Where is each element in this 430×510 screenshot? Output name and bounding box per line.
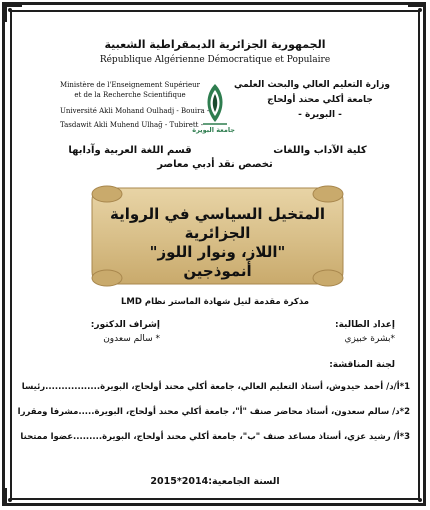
republic-french: République Algérienne Démocratique et Populaire: [99, 55, 331, 65]
city-ar-line: - البويرة -: [298, 110, 342, 120]
title-line3: أنموذجين: [183, 262, 252, 280]
corner-ornament: [406, 4, 426, 24]
committee-member: 2*د/ سالم سعدون، أستاذ محاضر صنف "أ"، جامعة أكلي محند أولحاج، البويرة.....مشرفا ومقررا: [17, 407, 410, 417]
corner-ornament: [4, 486, 24, 506]
student-label: إعداد الطالبة:: [335, 320, 395, 330]
academic-year: السنة الجامعية:2014*2015: [150, 476, 280, 487]
university-berber-line: Tasdawit Akli Muhend Ulhağ - Tubirett -: [60, 121, 204, 129]
logo-caption: جامعة البويرة: [192, 126, 235, 134]
committee-label: لجنة المناقشة:: [329, 360, 395, 370]
corner-ornament: [406, 486, 426, 506]
title-line2: "اللاز، ونوار اللوز": [149, 243, 286, 261]
committee-member: 1*أ/د/ أحمد حيدوش، أستاذ التعليم العالي، جامعة أكلي محند أولحاج، البويرة.................رئيسا: [21, 382, 410, 392]
specialty-label: تخصص نقد أدبي معاصر: [157, 159, 273, 170]
memo-label: مذكرة مقدمة لنيل شهادة الماستر نظام LMD: [120, 297, 310, 307]
university-logo: [192, 80, 235, 140]
university-ar-line: جامعة أكلي محند أولحاج: [267, 95, 373, 105]
thesis-title: [100, 205, 335, 281]
supervisor-name: * سالم سعدون: [103, 334, 160, 344]
faculty-label: كلية الآداب واللغات: [273, 145, 367, 156]
ministry-ar-line1: وزارة التعليم العالي والبحث العلمي: [233, 80, 390, 90]
republic-arabic: الجمهورية الجزائرية الديمقراطية الشعبية: [104, 38, 326, 51]
ministry-arabic: [233, 78, 390, 123]
student-name: *بشرة خبيزي: [344, 334, 395, 344]
university-line: Université Akli Mohand Oulhadj - Bouira -: [60, 107, 210, 115]
supervisor-label: إشراف الدكتور:: [90, 320, 160, 330]
ministry-line2: et de la Recherche Scientifique: [74, 91, 186, 99]
committee-member: 3*أ/ رشيد عزي، أستاذ مساعد صنف "ب"، جامعة أكلي محند أولحاج، البويرة.........عضوا ممتحنا: [20, 432, 410, 442]
ministry-line1: Ministère de l'Enseignement Supérieur: [60, 81, 200, 89]
corner-ornament: [4, 4, 24, 24]
ministry-french: [60, 80, 210, 130]
department-label: قسم اللغة العربية وآدابها: [68, 145, 192, 156]
title-line1: المتخيل السياسي في الرواية الجزائرية: [110, 205, 325, 242]
